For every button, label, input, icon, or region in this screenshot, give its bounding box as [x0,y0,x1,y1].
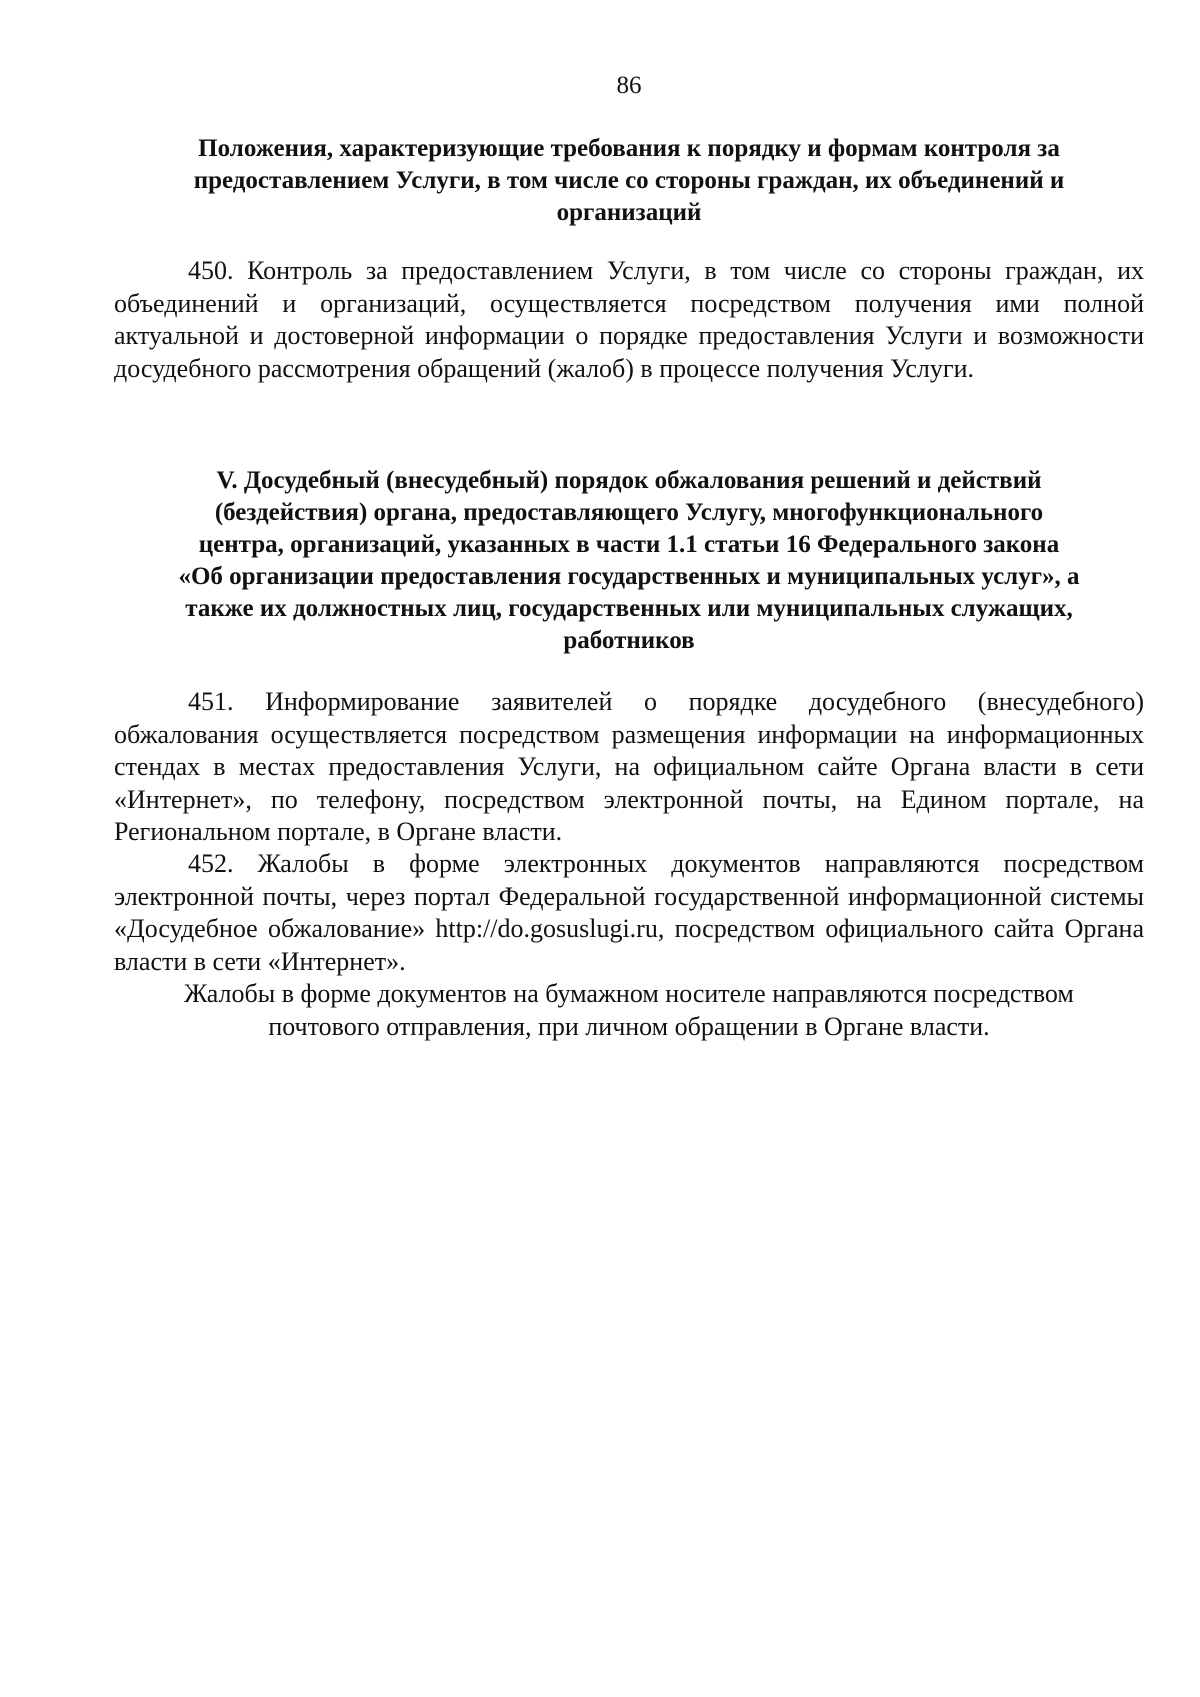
paragraph-line: Жалобы в форме документов на бумажном носителе направляются посредством [184,979,1074,1008]
section-heading-appeal [114,465,1144,657]
heading-line: также их должностных лиц, государственных или муниципальных служащих, [185,595,1073,622]
heading-line: предоставлением Услуги, в том числе со стороны граждан, их объединений и [193,167,1065,194]
heading-line: центра, организаций, указанных в части 1.1 статьи 16 Федерального закона [198,531,1060,558]
page-number: 86 [616,72,642,99]
heading-line: «Об организации предоставления государственных и муниципальных услуг», а [178,563,1080,590]
heading-line: (бездействия) органа, предоставляющего Услугу, многофункционального [214,499,1044,526]
heading-line: V. Досудебный (внесудебный) порядок обжалования решений и действий [216,467,1042,494]
paragraph-paper-complaints [114,978,1144,1043]
paragraph-line: почтового отправления, при личном обращении в Органе власти. [268,1011,990,1041]
paragraph-451: 451. Информирование заявителей о порядке досудебного (внесудебного) обжалования осуществляется посредством размещения информации на информационных стендах в местах предоставления Услуги, на официальном сайте Органа власти в сети «Интернет», по телефону, посредством электронной почты, на Едином портале, на Региональном портале, в Органе власти. [114,687,1144,846]
paragraph-450: 450. Контроль за предоставлением Услуги, в том числе со стороны граждан, их объединений и организаций, осуществляется посредством получения ими полной актуальной и достоверной информации о порядке предоставления Услуги и возможности досудебного рассмотрения обращений (жалоб) в процессе получения Услуги. [114,256,1144,383]
heading-line: работников [563,627,695,654]
heading-line: организаций [556,199,702,226]
section-heading-control [114,133,1144,229]
heading-line: Положения, характеризующие требования к порядку и формам контроля за [198,135,1060,162]
paragraph-452: 452. Жалобы в форме электронных документов направляются посредством электронной почты, через портал Федеральной государственной информационной системы «Досудебное обжалование» http://do.gosuslugi.ru, посредством официального сайта Органа власти в сети «Интернет». [114,849,1144,976]
